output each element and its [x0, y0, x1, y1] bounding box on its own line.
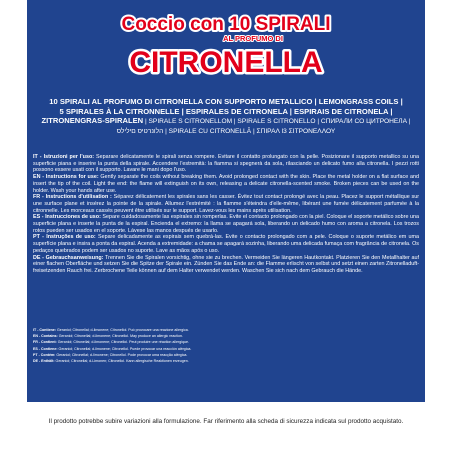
usage-instructions — [33, 154, 419, 275]
title-line-2: 5 SPIRALES À LA CITRONNELLE | ESPIRALES DE CITRONELA | ESPIRAIS DE CITRONELA | — [59, 106, 393, 116]
allergen-contents — [33, 327, 419, 364]
instruction-paragraph — [33, 255, 419, 275]
contents-heading: PT - Contém: — [33, 352, 56, 357]
instruction-heading: PT - Instruções de uso: — [33, 234, 96, 241]
formulation-disclaimer: Il prodotto potrebbe subire variazioni alla formulazione. Far riferimento alla scheda di sicurezza indicata sul prodotto acquistato. — [48, 418, 404, 425]
instruction-text: Séparez délicatement les spirales sans les casser. Évitez tout contact prolongé avec la peau. Placez le support métallique sur une surface plane et insérez la pointe de la spirale. Allumez l'extrémité : la flamme s'éteindra d'elle-même, libérant une fumée délicatement parfumée à la citronnelle. Les morceaux cassés peuvent être utilisés sur le support. Lavez-vous les mains après utilisation. — [33, 194, 419, 214]
instruction-heading: DE - Gebrauchsanweisung: — [33, 254, 104, 261]
instruction-text: Trennen Sie die Spiralen vorsichtig, ohne sie zu brechen. Vermeiden Sie längeren Hautkontakt. Platzieren Sie den Metallhalter auf einer flachen Oberfläche und setzen Sie die Spitze der Spirale ein. Zünden Sie das Ende an: die Flamme erlischt von selbst und setzt einen zarten Zitronelladuft-freisetzenden Rauch frei. Zerbrochene Teile können auf dem Halter verwendet werden. Waschen Sie sich nach dem Gebrauch die Hände. — [33, 254, 420, 274]
instruction-paragraph — [33, 174, 419, 194]
contents-text: Geraniol; Citronellal; d-Limonen; Citronellol. Kann allergische Reaktionen erzeugen. — [54, 359, 189, 364]
title-line-4: הלונרטיס םילילס | SPIRALE CU CITRONELLĂ | ΣΠΙΡΑΛ Ι3 ΣΙΤΡΟΝΕΛΛΟΥ — [116, 127, 336, 135]
product-titles — [33, 97, 419, 136]
title-line-3-rest: | SPIRALE S CITRONELLOM | SPIRALE S CITRONELLO | СПИРАЛИ СО ЦИТРОНЕЛА | — [143, 118, 411, 125]
contents-heading: DE - Enthält: — [33, 359, 55, 364]
contents-text: Geraniol; Citronellal; d-limonene; Citronellol. Pode provocar uma reacção alérgica. — [55, 352, 188, 357]
instruction-heading: ES - Instrucciones de uso: — [33, 214, 101, 221]
contents-line — [33, 358, 419, 364]
instruction-paragraph — [33, 154, 419, 174]
instruction-text: Gently separate the coils without breaking them. Avoid prolonged contact with the skin. Place the metal holder on a flat surface and insert the tip of the coil. Light the end: the flame will extinguish on its own, releasing a delicate citronella-scented smoke. Broken pieces can be used on the holder. Wash your hands after use. — [33, 174, 419, 194]
instruction-paragraph — [33, 194, 419, 214]
contents-heading: IT - Contiene: — [33, 328, 56, 332]
contents-heading: EN - Contains: — [33, 334, 58, 339]
logo-graphic — [27, 6, 425, 84]
instruction-paragraph — [33, 214, 419, 234]
instruction-heading: FR - Instructions d'utilisation : — [33, 194, 112, 201]
logo-line-3: CITRONELLA — [129, 46, 323, 79]
title-line-3 — [33, 116, 419, 127]
instruction-text: Separe delicadamente as espirais sem quebrá-las. Evite o contacto prolongado com a pele. Coloque o suporte metálico em uma superfície plana e insira a ponta da espiral. Acenda a extremidade: a chama se apagará sozinha, liberando uma delicada fumaça com fragrância de citronela. Os pedaços quebrados podem ser usados no suporte. Lave as mãos após o uso. — [33, 234, 420, 254]
contents-text: Geraniol; Citronellal; d-limonene; Citronellol. Puede provocar una reacción alérgica. — [57, 346, 192, 351]
contents-text: Geraniol; Citronellal; d-limonene; Citronellol. May produce an allergic reaction. — [57, 334, 184, 339]
product-label-panel — [27, 0, 425, 402]
contents-text: Geraniol; Citronellal; d-limonene; Citronellol. Può provocare una reazione allergica. — [55, 328, 189, 332]
logo-line-1: Coccio con 10 SPIRALI — [121, 14, 331, 35]
brand-logo — [27, 6, 425, 84]
contents-text: Geraniol; Citronellal; d-limonene; Citronellol. Peut produire une réaction allergique. — [56, 340, 190, 345]
title-line-3-bold: ZITRONENGRAS-SPIRALEN — [41, 116, 144, 125]
logo-line-2: AL PROFUMO DI — [223, 34, 283, 43]
instruction-heading: IT - Istruzioni per l'uso: — [33, 154, 95, 160]
contents-heading: ES - Contiene: — [33, 346, 58, 351]
title-line-1: 10 SPIRALI AL PROFUMO DI CITRONELLA CON SUPPORTO METALLICO | LEMONGRASS COILS | — [49, 97, 403, 106]
instruction-text: Separe cuidadosamente las espirales sin romperlas. Evite el contacto prolongado con la piel. Coloque el soporte metálico sobre una superficie plana e inserte la punta de la espiral. Encienda el extremo: la llama se apagará sola, liberando un delicado humo con aroma a citronela. Los trozos rotos pueden ser usados en el soporte. Lávese las manos después de usarlo. — [33, 214, 419, 234]
instruction-text: Separare delicatamente le spirali senza rompere. Evitare il contatto prolungato con la pelle. Posizionare il supporto metallico su una superficie piana e inserire la punta della spirale. Accendere l'estremità: la fiamma si spegnerà da sola, rilasciando un delicato fumo alla citronella. I pezzi rotti possono essere usati con il supporto. Lavare le mani dopo l'uso. — [33, 154, 419, 174]
instruction-heading: EN - Instructions for use: — [33, 174, 99, 181]
instruction-paragraph — [33, 234, 419, 254]
contents-heading: FR - Contient: — [33, 340, 57, 345]
